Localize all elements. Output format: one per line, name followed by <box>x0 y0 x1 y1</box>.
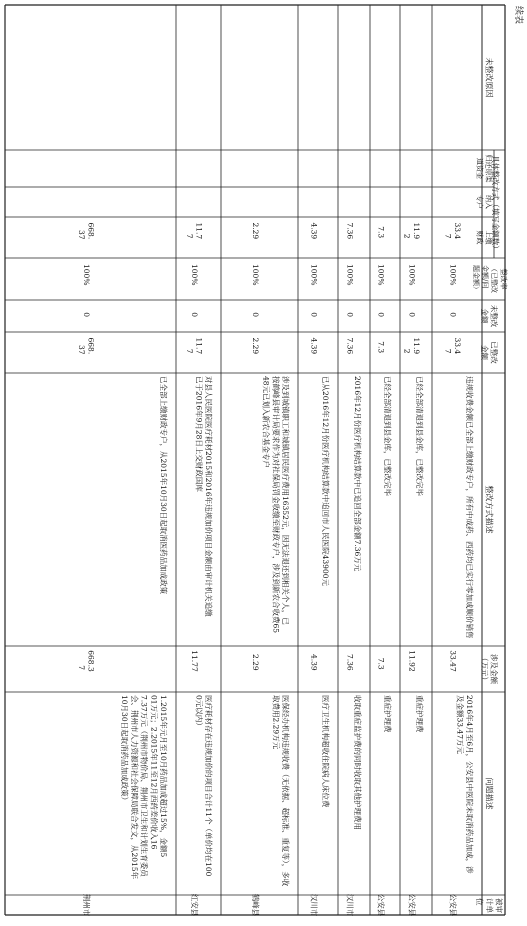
row-issue: 医保经办机构违规收费（无依据、超标准、重复等），多收 <box>281 695 291 887</box>
row-method: 48元已划入新农合基金专户 <box>261 376 271 469</box>
row-turned-in: 2.29 <box>250 222 260 240</box>
row-rate: 100% <box>81 264 91 286</box>
row-issue: 医疗耗材存在违规加价的项目合计11个（单价均在100 <box>204 695 214 877</box>
row-rate: 100% <box>345 264 355 286</box>
row-method: 违规收费金额已全部上缴财政专户，所有中成药、西药均已实行零加成顺价销售 <box>465 376 475 639</box>
header-uncorrected: 金额 <box>479 308 489 324</box>
table-grid <box>5 5 505 915</box>
row-uncorrected: 0 <box>448 312 458 318</box>
row-uncorrected: 0 <box>345 312 355 318</box>
row-turned-in: 37 <box>76 230 86 240</box>
row-issue: 及金额33.47万元 <box>455 695 465 754</box>
row-issue: 2016年4月至6月，公安县中医院未取消药品加成，涉 <box>465 695 475 874</box>
row-uncorrected: 0 <box>250 312 260 318</box>
row-rate: 100% <box>189 264 199 286</box>
header-rate: （已整改 <box>490 265 499 293</box>
header-turned-in: 上缴 <box>484 230 493 245</box>
row-corrected: 7 <box>443 348 453 354</box>
row-unit: 公安县 <box>407 893 417 917</box>
row-issue: 医疗卫生机构超收住院病人床位费 <box>321 695 331 808</box>
row-method: 涉及到城镇职工和城镇居民医疗费用16352元，因无法退还到相关个人，已 <box>281 376 291 625</box>
header-specific: 具体整改方式（填写金额数） <box>490 155 500 253</box>
row-unit: 汉川市 <box>309 893 319 917</box>
row-uncorrected: 0 <box>309 312 319 318</box>
header-unit: 被审 <box>494 898 504 913</box>
header-special-account: 纳入 <box>484 195 493 209</box>
header-rate: 题金额） <box>472 265 481 293</box>
header-unit: 位 <box>475 898 485 906</box>
row-issue: 0元以内） <box>194 695 204 730</box>
row-amount: 2.29 <box>250 654 260 671</box>
row-turned-in: 11.9 <box>412 222 422 240</box>
row-corrected: 4.39 <box>309 337 319 355</box>
row-method: 已从2016年12月份医疗机构结算款中追回市人民医院43900元 <box>321 376 331 586</box>
row-method: 已全部上缴财政专户，从2015年10月30日起取消医药品加成政策 <box>159 376 169 595</box>
row-issue: 取费用2.29万元 <box>271 695 281 750</box>
header-unit: 计单 <box>484 898 494 913</box>
header-corrected: 金额 <box>479 345 489 360</box>
row-corrected: 33.4 <box>453 337 463 355</box>
header-rate: 金额/问 <box>481 265 490 289</box>
row-amount: 33.47 <box>448 650 458 672</box>
row-corrected: 668. <box>86 337 96 355</box>
row-issue: 重症护理费 <box>415 695 425 733</box>
row-uncorrected: 0 <box>376 312 386 318</box>
row-unit: 荆州市 <box>81 893 91 917</box>
row-rate: 100% <box>309 264 319 286</box>
row-turned-in: 33.4 <box>453 222 463 240</box>
row-unit: 鹤峰县 <box>250 893 260 917</box>
row-corrected: 7.36 <box>345 337 355 355</box>
row-turned-in: 668. <box>86 222 96 240</box>
header-method: 整改方式描述 <box>484 485 494 534</box>
row-corrected: 2 <box>402 348 412 354</box>
row-rate: 100% <box>250 264 260 286</box>
row-turned-in: 7.36 <box>345 222 355 240</box>
row-method: 已经全部清退到县金库，已整改完毕 <box>415 376 425 496</box>
row-turned-in: 2 <box>402 233 412 239</box>
header-return: 归还原渠 <box>484 154 493 183</box>
header-amount: （万元） <box>479 654 489 684</box>
row-method: 已于2016年9月28日上交财政国库 <box>194 376 204 492</box>
table-cells <box>77 58 508 917</box>
row-unit: 公安县 <box>448 893 458 917</box>
row-issue: 10月30日起取消药品加成政策） <box>120 695 130 805</box>
row-method: 对县人民医院医疗耗材2015和2016年违规加价项目金额由审计机关追缴 <box>204 376 214 617</box>
row-issue: 重症护理费 <box>383 695 393 733</box>
row-turned-in: 4.39 <box>309 222 319 240</box>
row-issue: 01万元；2.2015年11至12月西药差价收入16 <box>149 695 159 850</box>
row-turned-in: 7 <box>443 233 453 239</box>
row-unit: 公安县 <box>376 893 386 917</box>
row-corrected: 11.9 <box>412 337 422 355</box>
row-corrected: 11.7 <box>194 337 204 355</box>
row-amount: 4.39 <box>309 654 319 671</box>
row-rate: 100% <box>448 264 458 286</box>
row-turned-in: 7.3 <box>376 226 386 239</box>
row-corrected: 7 <box>184 348 194 354</box>
row-uncorrected: 0 <box>189 312 199 318</box>
row-amount: 11.77 <box>189 650 199 672</box>
row-amount: 668.3 <box>86 650 96 672</box>
row-uncorrected: 0 <box>407 312 417 318</box>
row-issue: 会、荆州市人力资源和社会保障局联合发文，从2015年 <box>129 695 139 880</box>
header-issue: 问题描述 <box>484 777 494 810</box>
row-method: 2016年12月份医疗机构结算款中已追回全部金额7.36万元 <box>353 376 363 572</box>
row-issue: 收取重症监护费的同时收取其他护理费用 <box>353 695 363 830</box>
row-amount: 7.36 <box>345 654 355 671</box>
header-amount: 涉及金额 <box>489 654 499 684</box>
row-issue: 1.2015年元月至10月药品加成超过15%，金额5 <box>159 695 169 858</box>
header-return: 道资金 <box>475 158 484 179</box>
row-turned-in: 11.7 <box>194 222 204 240</box>
row-unit: 红安县 <box>189 893 199 917</box>
header-turned-in: 财政 <box>475 230 484 245</box>
row-corrected: 37 <box>76 345 86 355</box>
row-unit: 汉川市 <box>345 893 355 917</box>
row-method: 按鹤峰县审计局要求作为对社保局罚金收缴至财政专户，涉及到新农合收费65 <box>271 376 281 634</box>
row-method: 已经全部清退到县金库，已整改完毕 <box>383 376 393 496</box>
header-special-account: 专户 <box>475 195 484 209</box>
header-corrected: 已整改 <box>489 341 499 364</box>
row-issue: 7.37万元（荆州市物价局、荆州市卫生和计划生育委员 <box>139 695 149 877</box>
row-corrected: 7.3 <box>376 341 386 354</box>
row-rate: 100% <box>376 264 386 286</box>
row-amount: 11.92 <box>407 650 417 672</box>
row-turned-in: 7 <box>184 233 194 239</box>
row-rate: 100% <box>407 264 417 286</box>
header-rate: 整改率 <box>499 268 508 290</box>
row-uncorrected: 0 <box>81 312 91 318</box>
header-uncorrected: 未整改 <box>489 304 499 328</box>
row-amount: 7.3 <box>376 657 386 670</box>
row-amount: 7 <box>76 665 86 671</box>
continued-label: 续表 <box>513 6 523 25</box>
row-corrected: 2.29 <box>250 337 260 355</box>
header-reason: 未整改原因 <box>484 57 494 98</box>
